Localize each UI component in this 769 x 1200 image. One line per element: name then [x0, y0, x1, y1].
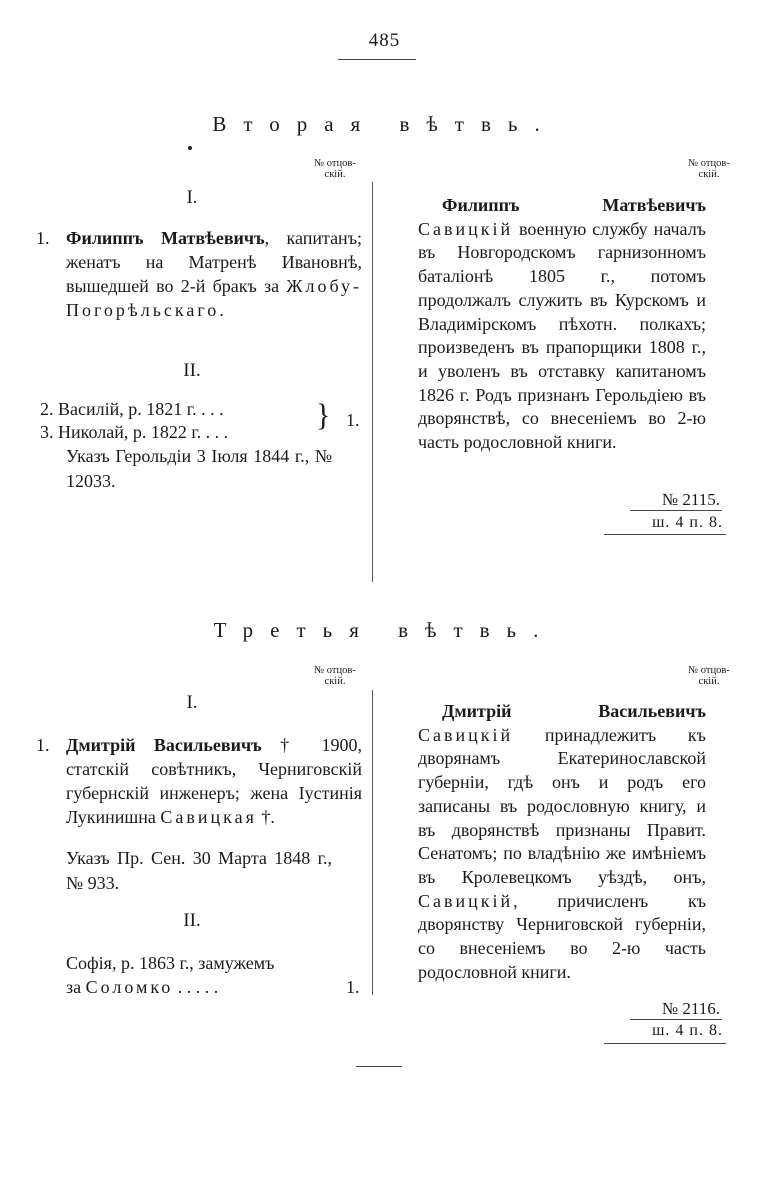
shelf-mark-rule: [604, 534, 726, 535]
child-row: [40, 397, 224, 422]
branch3-column-divider: [372, 690, 373, 995]
spouse-name: Савицкая: [160, 807, 257, 827]
children-brace: }: [316, 398, 331, 433]
end-rule: [356, 1066, 402, 1067]
file-number-rule: [630, 1019, 722, 1020]
branch3-description: [418, 700, 706, 984]
child-text: Василій, р. 1821 г. . . .: [58, 399, 224, 419]
branch2-generation-2: II.: [183, 360, 201, 381]
person-name: Филиппъ Матвѣевичъ: [442, 195, 706, 215]
description-text: принадлежитъ къ дворянамъ Екатеринославской губерніи, гдѣ онъ и родъ его записаны въ родословную книгу, и въ дворянствѣ признаны Правит. Сенатомъ; по владѣнію же имѣніемъ въ Кролевецкомъ уѣздѣ, онъ,: [418, 724, 706, 887]
child-number: 2.: [40, 399, 54, 419]
branch2-shelf-mark: ш. 4 п. 8.: [652, 514, 723, 531]
shelf-mark-rule: [604, 1043, 726, 1044]
branch2-file-number: № 2115.: [661, 490, 720, 509]
branch3-heading: Третья вѣтвь.: [213, 618, 556, 642]
child-text: за: [66, 977, 86, 997]
branch3-decree: Указъ Пр. Сен. 30 Марта 1848 г., № 933.: [66, 848, 332, 893]
entry-number: 1.: [36, 735, 50, 755]
branch3-entry-1: [36, 733, 363, 829]
file-number-rule: [630, 510, 722, 511]
child-row: Софія, р. 1863 г., замужемъ: [66, 953, 275, 973]
entry-text: , капитанъ; женатъ на Матренѣ Ивановнѣ, вышедшей во 2-й бракъ за: [66, 228, 362, 296]
child-row: [66, 975, 218, 1000]
branch3-generation-2: II.: [183, 910, 201, 931]
child-row: [40, 420, 228, 445]
spouse-name: Жлобу-Погорѣльскаго.: [66, 276, 362, 320]
branch3-shelf-mark: ш. 4 п. 8.: [652, 1022, 723, 1039]
branch3-right-column-header: № отцов- скій.: [688, 665, 730, 687]
description-text: военную службу началъ въ Новгородскомъ гарнизонномъ баталіонѣ 1805 г., потомъ продолжалъ служить въ Курскомъ и Владимірскомъ пѣхотн. полкахъ; произведенъ въ прапорщики 1808 г., и уволенъ въ отставку капитаномъ 1826 г. Родъ признанъ Герольдіею въ дворянствѣ, со внесеніемъ во 2-ю часть родословной книги.: [418, 218, 706, 453]
branch3-file-number: № 2116.: [661, 999, 720, 1018]
spouse-surname: Соломко: [85, 977, 174, 997]
branch2-right-column-header: № отцов- скій.: [688, 158, 730, 180]
description-text: , причисленъ къ дворянству Черниговской губерніи, со внесеніемъ во 2-ю часть родословной книги.: [418, 890, 706, 982]
child-number: 3.: [40, 422, 54, 442]
surname: Савицкій: [418, 218, 514, 239]
ornament-dot: [188, 146, 192, 150]
person-name: Филиппъ Матвѣевичъ: [66, 228, 265, 248]
parent-number: 1.: [346, 410, 360, 430]
page-number-rule: [338, 59, 416, 60]
branch2-decree: Указъ Герольдіи 3 Іюля 1844 г., № 12033.: [66, 446, 332, 491]
person-name: Дмитрій Васильевичъ: [66, 735, 262, 755]
child-text: Николай, р. 1822 г. . . .: [58, 422, 229, 442]
person-name: Дмитрій Васильевичъ: [442, 701, 706, 721]
branch3-generation-1: I.: [186, 692, 198, 713]
branch2-description: [418, 194, 706, 455]
entry-text: † 1900, статскій совѣтникъ, Черниговскій губернскій инженеръ; жена Іустинія Лукинишна: [66, 735, 363, 827]
page-number: 485: [368, 30, 401, 51]
branch2-column-divider: [372, 182, 373, 582]
branch3-left-column-header: № отцов- скій.: [314, 665, 356, 687]
parent-number: 1.: [346, 977, 360, 997]
branch2-left-column-header: № отцов- скій.: [314, 158, 356, 180]
surname: Савицкій: [418, 890, 514, 911]
child-dots: . . . . .: [173, 977, 219, 997]
entry-number: 1.: [36, 228, 50, 248]
branch2-generation-1: I.: [186, 187, 198, 208]
branch2-entry-1: [36, 226, 362, 322]
branch2-heading: Вторая вѣтвь.: [212, 112, 557, 136]
entry-end: †.: [256, 807, 275, 827]
surname: Савицкій: [418, 724, 514, 745]
